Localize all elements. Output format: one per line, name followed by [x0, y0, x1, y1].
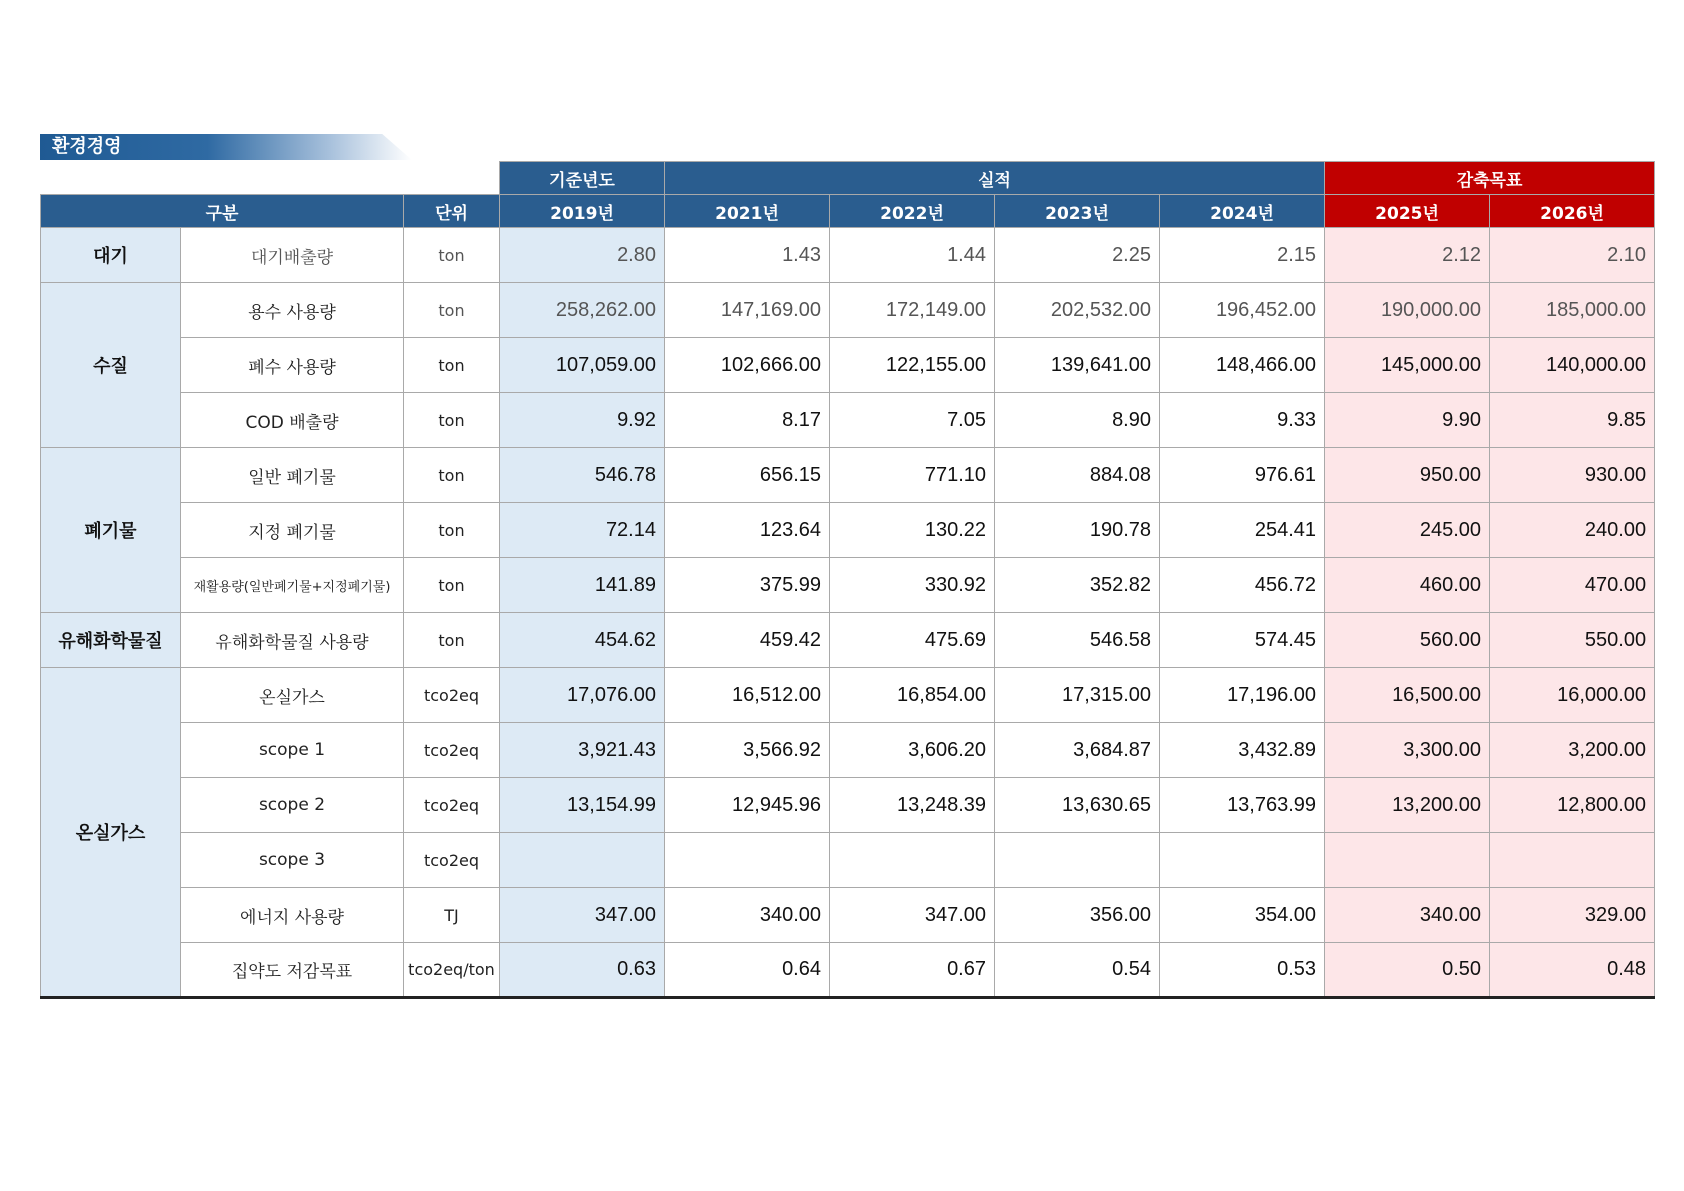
- table-row: [41, 283, 1655, 338]
- value-cell: 140,000.00: [1490, 338, 1655, 393]
- value-cell: [1490, 833, 1655, 888]
- value-cell: 546.58: [995, 613, 1160, 668]
- row-item: 지정 폐기물: [181, 503, 404, 558]
- row-unit: ton: [404, 393, 500, 448]
- value-cell: 771.10: [830, 448, 995, 503]
- value-cell: 16,512.00: [665, 668, 830, 723]
- value-cell: 9.85: [1490, 393, 1655, 448]
- value-cell: 17,196.00: [1160, 668, 1325, 723]
- header-year: 2021년: [665, 195, 830, 228]
- value-cell: 16,500.00: [1325, 668, 1490, 723]
- value-cell: 13,154.99: [500, 778, 665, 833]
- value-cell: 185,000.00: [1490, 283, 1655, 338]
- header-spacer: [41, 162, 500, 195]
- value-cell: 72.14: [500, 503, 665, 558]
- value-cell: 950.00: [1325, 448, 1490, 503]
- value-cell: 656.15: [665, 448, 830, 503]
- value-cell: 329.00: [1490, 888, 1655, 943]
- table-row: [41, 338, 1655, 393]
- row-item: COD 배출량: [181, 393, 404, 448]
- value-cell: 340.00: [1325, 888, 1490, 943]
- value-cell: 123.64: [665, 503, 830, 558]
- value-cell: 245.00: [1325, 503, 1490, 558]
- value-cell: [995, 833, 1160, 888]
- table-row: [41, 228, 1655, 283]
- row-unit: ton: [404, 338, 500, 393]
- value-cell: 0.63: [500, 943, 665, 998]
- value-cell: 352.82: [995, 558, 1160, 613]
- value-cell: 16,000.00: [1490, 668, 1655, 723]
- row-item: 유해화학물질 사용량: [181, 613, 404, 668]
- value-cell: 340.00: [665, 888, 830, 943]
- value-cell: 930.00: [1490, 448, 1655, 503]
- value-cell: 0.54: [995, 943, 1160, 998]
- row-unit: ton: [404, 613, 500, 668]
- value-cell: 347.00: [830, 888, 995, 943]
- value-cell: 2.25: [995, 228, 1160, 283]
- value-cell: 16,854.00: [830, 668, 995, 723]
- value-cell: 3,606.20: [830, 723, 995, 778]
- value-cell: 17,315.00: [995, 668, 1160, 723]
- row-unit: ton: [404, 283, 500, 338]
- value-cell: 190,000.00: [1325, 283, 1490, 338]
- value-cell: 2.10: [1490, 228, 1655, 283]
- row-unit: tco2eq: [404, 833, 500, 888]
- row-unit: ton: [404, 228, 500, 283]
- value-cell: 2.12: [1325, 228, 1490, 283]
- value-cell: 148,466.00: [1160, 338, 1325, 393]
- value-cell: 1.43: [665, 228, 830, 283]
- header-year: 2023년: [995, 195, 1160, 228]
- row-item: 집약도 저감목표: [181, 943, 404, 998]
- value-cell: 354.00: [1160, 888, 1325, 943]
- value-cell: 470.00: [1490, 558, 1655, 613]
- value-cell: 454.62: [500, 613, 665, 668]
- table-row: [41, 778, 1655, 833]
- value-cell: 130.22: [830, 503, 995, 558]
- value-cell: 7.05: [830, 393, 995, 448]
- value-cell: 9.33: [1160, 393, 1325, 448]
- header-actual: 실적: [665, 162, 1325, 195]
- value-cell: 3,432.89: [1160, 723, 1325, 778]
- header-year: 2019년: [500, 195, 665, 228]
- value-cell: 2.15: [1160, 228, 1325, 283]
- value-cell: 12,945.96: [665, 778, 830, 833]
- value-cell: 122,155.00: [830, 338, 995, 393]
- header-year: 2025년: [1325, 195, 1490, 228]
- category-ghg: 온실가스: [41, 668, 181, 998]
- value-cell: 145,000.00: [1325, 338, 1490, 393]
- row-unit: tco2eq: [404, 668, 500, 723]
- value-cell: 258,262.00: [500, 283, 665, 338]
- row-item: scope 2: [181, 778, 404, 833]
- row-item: 용수 사용량: [181, 283, 404, 338]
- value-cell: 550.00: [1490, 613, 1655, 668]
- header-base-year: 기준년도: [500, 162, 665, 195]
- value-cell: 460.00: [1325, 558, 1490, 613]
- row-unit: tco2eq: [404, 778, 500, 833]
- value-cell: 546.78: [500, 448, 665, 503]
- row-item: 온실가스: [181, 668, 404, 723]
- value-cell: 3,566.92: [665, 723, 830, 778]
- value-cell: 13,763.99: [1160, 778, 1325, 833]
- table-row: [41, 833, 1655, 888]
- value-cell: 254.41: [1160, 503, 1325, 558]
- value-cell: 107,059.00: [500, 338, 665, 393]
- category-waste: 폐기물: [41, 448, 181, 613]
- row-item: 일반 폐기물: [181, 448, 404, 503]
- value-cell: 0.50: [1325, 943, 1490, 998]
- value-cell: 1.44: [830, 228, 995, 283]
- value-cell: 0.48: [1490, 943, 1655, 998]
- value-cell: 12,800.00: [1490, 778, 1655, 833]
- header-unit: 단위: [404, 195, 500, 228]
- table-row: [41, 723, 1655, 778]
- value-cell: [500, 833, 665, 888]
- row-item: scope 1: [181, 723, 404, 778]
- row-item: 폐수 사용량: [181, 338, 404, 393]
- value-cell: 475.69: [830, 613, 995, 668]
- value-cell: 172,149.00: [830, 283, 995, 338]
- value-cell: 190.78: [995, 503, 1160, 558]
- row-unit: ton: [404, 448, 500, 503]
- value-cell: 456.72: [1160, 558, 1325, 613]
- environment-data-table: [40, 161, 1655, 999]
- header-year: 2026년: [1490, 195, 1655, 228]
- header-year: 2022년: [830, 195, 995, 228]
- value-cell: 8.17: [665, 393, 830, 448]
- value-cell: 356.00: [995, 888, 1160, 943]
- value-cell: [665, 833, 830, 888]
- value-cell: 13,248.39: [830, 778, 995, 833]
- value-cell: 459.42: [665, 613, 830, 668]
- row-item: 재활용량(일반폐기물+지정폐기물): [181, 558, 404, 613]
- value-cell: 13,200.00: [1325, 778, 1490, 833]
- value-cell: 976.61: [1160, 448, 1325, 503]
- table-row: [41, 393, 1655, 448]
- value-cell: 347.00: [500, 888, 665, 943]
- table-row: [41, 888, 1655, 943]
- row-unit: ton: [404, 503, 500, 558]
- value-cell: 3,684.87: [995, 723, 1160, 778]
- value-cell: 240.00: [1490, 503, 1655, 558]
- value-cell: 0.53: [1160, 943, 1325, 998]
- category-chemical: 유해화학물질: [41, 613, 181, 668]
- value-cell: 330.92: [830, 558, 995, 613]
- value-cell: 0.67: [830, 943, 995, 998]
- value-cell: 102,666.00: [665, 338, 830, 393]
- value-cell: 3,300.00: [1325, 723, 1490, 778]
- row-item: scope 3: [181, 833, 404, 888]
- category-air: 대기: [41, 228, 181, 283]
- value-cell: 2.80: [500, 228, 665, 283]
- row-unit: tco2eq/ton: [404, 943, 500, 998]
- value-cell: [1325, 833, 1490, 888]
- value-cell: 9.90: [1325, 393, 1490, 448]
- table-row: [41, 943, 1655, 998]
- value-cell: 141.89: [500, 558, 665, 613]
- value-cell: 139,641.00: [995, 338, 1160, 393]
- row-item: 대기배출량: [181, 228, 404, 283]
- table-row: [41, 668, 1655, 723]
- header-target: 감축목표: [1325, 162, 1655, 195]
- value-cell: [830, 833, 995, 888]
- table-row: [41, 448, 1655, 503]
- value-cell: 9.92: [500, 393, 665, 448]
- value-cell: [1160, 833, 1325, 888]
- value-cell: 3,921.43: [500, 723, 665, 778]
- row-unit: TJ: [404, 888, 500, 943]
- value-cell: 202,532.00: [995, 283, 1160, 338]
- header-category: 구분: [41, 195, 404, 228]
- row-item: 에너지 사용량: [181, 888, 404, 943]
- table-row: [41, 613, 1655, 668]
- value-cell: 147,169.00: [665, 283, 830, 338]
- table-row: [41, 558, 1655, 613]
- value-cell: 560.00: [1325, 613, 1490, 668]
- value-cell: 0.64: [665, 943, 830, 998]
- value-cell: 13,630.65: [995, 778, 1160, 833]
- value-cell: 574.45: [1160, 613, 1325, 668]
- value-cell: 375.99: [665, 558, 830, 613]
- value-cell: 3,200.00: [1490, 723, 1655, 778]
- table-row: [41, 503, 1655, 558]
- row-unit: ton: [404, 558, 500, 613]
- section-title: 환경경영: [52, 136, 122, 157]
- header-year: 2024년: [1160, 195, 1325, 228]
- value-cell: 884.08: [995, 448, 1160, 503]
- value-cell: 8.90: [995, 393, 1160, 448]
- value-cell: 17,076.00: [500, 668, 665, 723]
- category-water: 수질: [41, 283, 181, 448]
- row-unit: tco2eq: [404, 723, 500, 778]
- value-cell: 196,452.00: [1160, 283, 1325, 338]
